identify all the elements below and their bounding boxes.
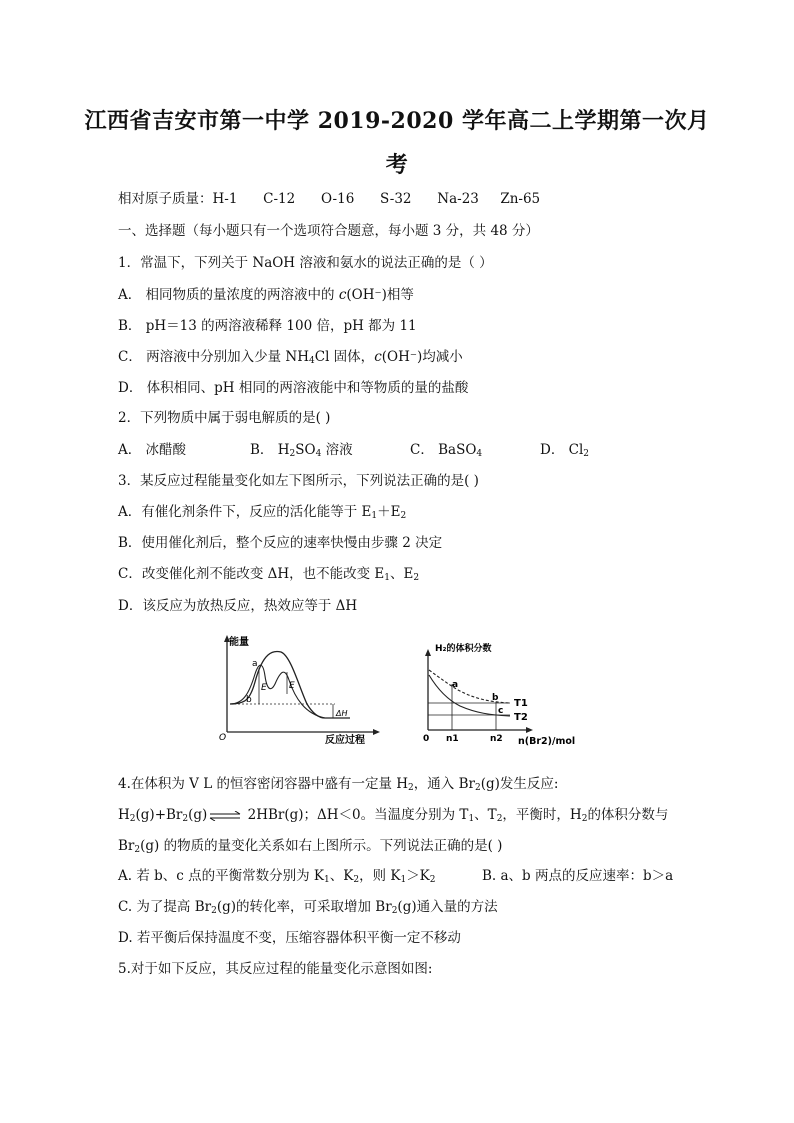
q4-c-post: (g)通入量的方法 — [397, 899, 498, 915]
energy-xlabel: 反应过程 — [325, 735, 365, 744]
q4-l3-a: Br — [118, 838, 135, 854]
q4-option-d: D. 若平衡后保持温度不变，压缩容器体积平衡一定不移动 — [118, 930, 461, 946]
q2-option-b — [250, 438, 353, 459]
q2-stem: 2．下列物质中属于弱电解质的是( ) — [118, 410, 331, 426]
q4-option-b: B. a、b 两点的反应速率：b＞a — [482, 868, 674, 884]
q1-a-post: (OH⁻)相等 — [346, 287, 414, 303]
q4-a-gt: ＞K — [406, 868, 430, 884]
q4-a-sub4: 2 — [429, 875, 436, 885]
q4-c-mid: (g)的转化率，可采取增加 Br — [216, 899, 392, 915]
q4-l2-c: (g) — [188, 807, 208, 823]
q4-l2-sub1: 2 — [129, 814, 136, 824]
q4-l1-post: (g)发生反应: — [480, 776, 559, 792]
q3-a-sub1: 1 — [371, 511, 378, 521]
q4-l2-g: 的体积分数与 — [587, 807, 669, 823]
energy-label-dh: ΔH — [336, 709, 348, 718]
q1-c-post: (OH⁻)均减小 — [381, 349, 463, 365]
q2-b-post: 溶液 — [321, 442, 353, 458]
q1-option-d: D． 体积相同、pH 相同的两溶液能中和等物质的量的盐酸 — [118, 380, 469, 396]
q1-a-text: A． 相同物质的量浓度的两溶液中的 — [118, 287, 339, 303]
q4-l2-sub5: 2 — [581, 814, 588, 824]
q4-a-mid2: ，则 K — [359, 868, 401, 884]
q4-c-pre: C. 为了提高 Br — [118, 899, 212, 915]
h2-xlabel: n(Br2)/mol — [518, 736, 576, 747]
exam-title-line1: 江西省吉安市第一中学 2019-2020 学年高二上学期第一次月 — [84, 108, 710, 134]
q3-a-mid: ＋E — [377, 504, 401, 520]
q2-b-pre: B． H — [250, 442, 290, 458]
q1-stem: 1．常温下，下列关于 NaOH 溶液和氨水的说法正确的是（ ） — [118, 255, 493, 271]
exam-title-line2: 考 — [385, 152, 409, 178]
q3-option-a — [118, 500, 406, 521]
q1-c-mid: Cl 固体， — [314, 349, 375, 365]
q5-stem: 5.对于如下反应，其反应过程的能量变化示意图如图: — [118, 961, 433, 977]
q4-l3-b: (g) 的物质的量变化关系如右上图所示。下列说法正确的是( ) — [140, 838, 503, 854]
q4-l2-b: (g)+Br — [135, 807, 183, 823]
q2-option-a: A． 冰醋酸 — [118, 442, 187, 458]
q4-option-c — [118, 895, 498, 916]
h2-x-arrow — [526, 727, 533, 733]
q4-l2-a: H — [118, 807, 130, 823]
q4-stem-line2 — [118, 803, 668, 824]
q2-d-pre: D． Cl — [540, 442, 584, 458]
q4-l2-d: 2HBr(g)；ΔH＜0。当温度分别为 T — [243, 807, 469, 823]
q3-option-b: B．使用催化剂后，整个反应的速率快慢由步骤 2 决定 — [118, 535, 443, 551]
h2-label-b: b — [492, 693, 499, 703]
q2-c-pre: C． BaSO — [410, 442, 477, 458]
q4-l2-sub4: 2 — [496, 814, 503, 824]
q2-d-sub: 2 — [583, 449, 589, 459]
energy-label-a: a — [252, 659, 258, 669]
h2-origin: 0 — [423, 734, 430, 744]
q4-l3-sub: 2 — [134, 845, 141, 855]
h2-label-t1: T1 — [514, 698, 528, 709]
h2-label-t2: T2 — [514, 712, 528, 723]
q2-b-sub2: 4 — [315, 449, 322, 459]
energy-label-b: b — [246, 695, 252, 705]
q1-option-a — [118, 283, 414, 303]
energy-x-arrow — [373, 729, 380, 735]
h2-n2-label: n2 — [490, 734, 503, 744]
q3-option-c — [118, 562, 419, 583]
atomic-masses: 相对原子质量：H-1 C-12 O-16 S-32 Na-23 Zn-65 — [118, 191, 541, 207]
h2-fraction-diagram — [418, 640, 588, 750]
q4-a-sub2: 2 — [353, 875, 360, 885]
q3-c-sub2: 2 — [413, 573, 420, 583]
h2-ylabel: H₂的体积分数 — [435, 644, 492, 654]
q4-a-sub3: 1 — [400, 875, 407, 885]
q4-l1-sub: 2 — [408, 783, 414, 793]
q4-l1-pre: 4.在体积为 V L 的恒容密闭容器中盛有一定量 H — [118, 776, 409, 792]
q1-c-c: c — [374, 349, 382, 365]
q3-option-d: D．该反应为放热反应，热效应等于 ΔH — [118, 598, 358, 614]
h2-label-a: a — [452, 680, 459, 690]
h2-label-c: c — [498, 706, 504, 716]
q4-c-sub1: 2 — [211, 906, 217, 916]
q4-stem-line3 — [118, 834, 502, 855]
q4-l2-e: 、T — [474, 807, 497, 823]
q4-l2-sub2: 2 — [182, 814, 189, 824]
section-heading: 一、选择题（每小题只有一个选项符合题意，每小题 3 分，共 48 分） — [118, 223, 539, 239]
q4-l1-sub2: 2 — [474, 783, 481, 793]
energy-ylabel: 能量 — [229, 637, 249, 648]
q3-a-pre: A．有催化剂条件下，反应的活化能等于 E — [118, 504, 372, 520]
q3-stem: 3．某反应过程能量变化如左下图所示，下列说法正确的是( ) — [118, 473, 479, 489]
q2-b-sub1: 2 — [289, 449, 296, 459]
q3-c-pre: C．改变催化剂不能改变 ΔH，也不能改变 E — [118, 566, 385, 582]
q4-a-sub1: 1 — [324, 875, 330, 885]
q1-option-b: B． pH＝13 的两溶液稀释 100 倍，pH 都为 11 — [118, 318, 417, 334]
q3-c-mid: 、E — [390, 566, 414, 582]
energy-profile-diagram — [215, 632, 385, 744]
q2-option-d — [540, 438, 589, 459]
q4-l2-f: ，平衡时，H — [502, 807, 582, 823]
q4-l1-mid: ，通入 Br — [413, 776, 475, 792]
q1-a-c: c — [338, 287, 347, 303]
energy-label-e2: E — [289, 681, 295, 691]
q4-stem-line1 — [118, 772, 558, 793]
q2-c-sub: 4 — [476, 449, 483, 459]
q4-l2-sub3: 1 — [468, 814, 475, 824]
q4-c-sub2: 2 — [391, 906, 398, 916]
q1-c-sub: 4 — [309, 356, 315, 366]
h2-y-arrow — [425, 649, 431, 656]
q2-option-c — [410, 438, 482, 459]
q1-option-c — [118, 345, 463, 366]
q2-b-mid: SO — [295, 442, 316, 458]
q4-option-a — [118, 864, 436, 885]
q4-a-pre: A. 若 b、c 点的平衡常数分别为 K — [118, 868, 324, 884]
energy-label-e1: E — [261, 683, 267, 693]
q1-c-pre: C． 两溶液中分别加入少量 NH — [118, 349, 309, 365]
energy-origin: O — [219, 733, 227, 743]
equilibrium-arrow-icon — [209, 811, 241, 821]
q3-a-sub2: 2 — [400, 511, 407, 521]
q4-a-mid: 、K — [329, 868, 354, 884]
q3-c-sub1: 1 — [384, 573, 391, 583]
h2-n1-label: n1 — [446, 734, 459, 744]
